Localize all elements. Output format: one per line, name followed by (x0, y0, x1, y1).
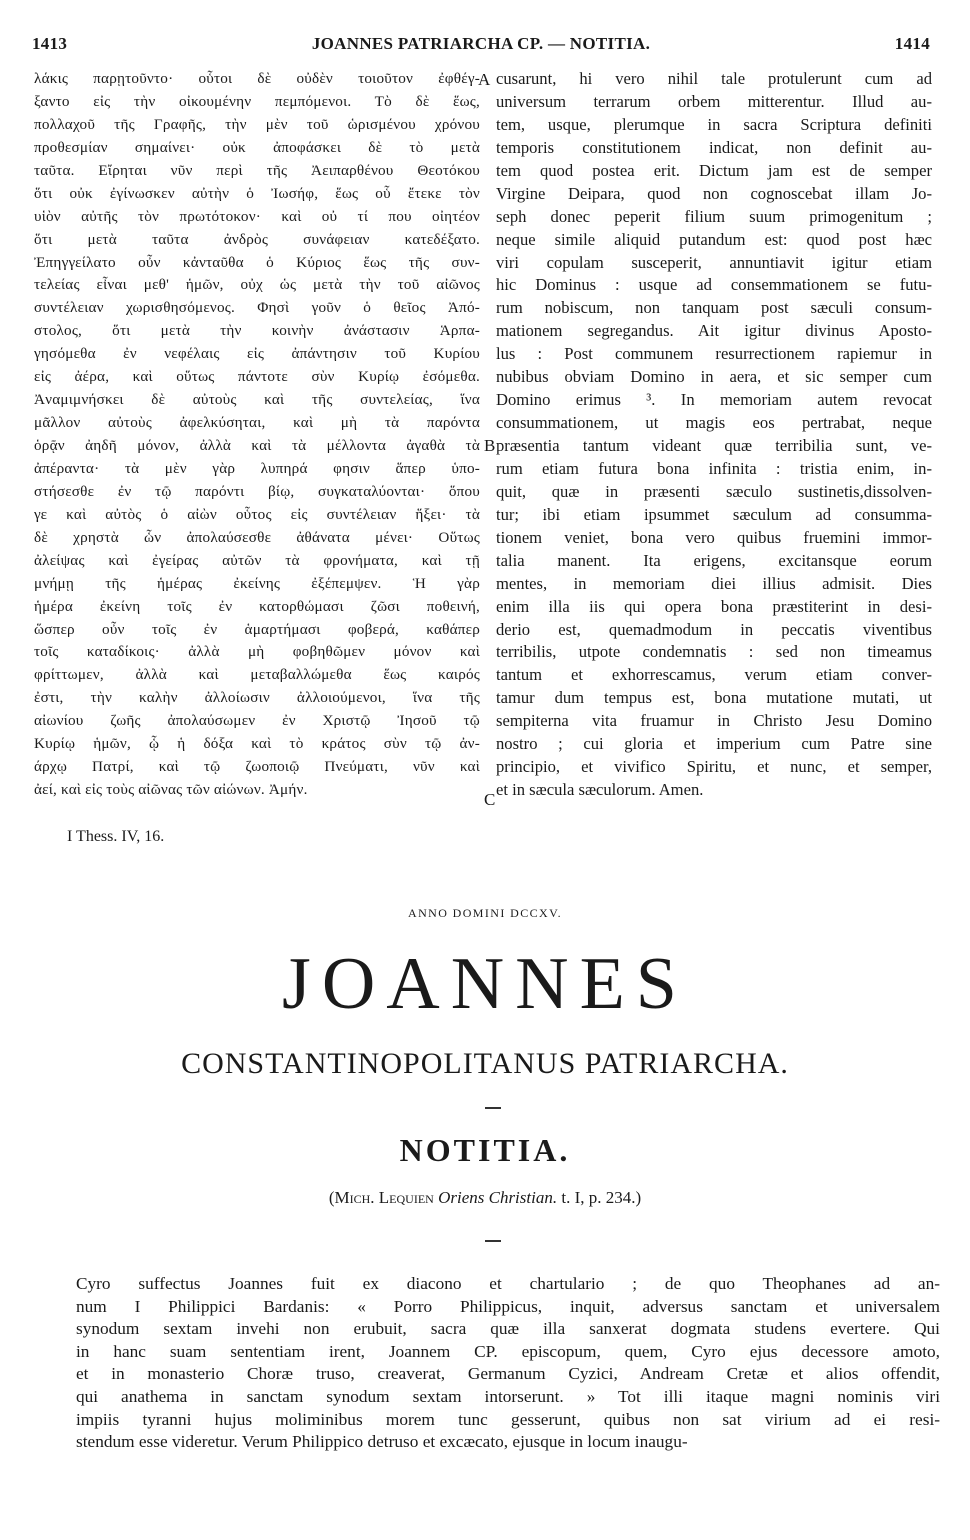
greek-text-line: τοῖς καταδίκοις· ἀλλὰ μὴ φοβηθῶμεν μόνον καὶ (34, 643, 480, 661)
margin-marker-b: B (484, 436, 496, 455)
latin-text-line: tantum et exhorrescamus, verum etiam conver- (496, 665, 932, 685)
greek-text-line: λάκις παρῃτοῦντο· οὗτοι δὲ οὐδὲν τοιοῦτον ἐφθέγ- (34, 70, 480, 87)
latin-text-line: lus : Post communem resurrectionem rapiemur in (496, 344, 932, 364)
latin-text-line: tionem veniet, bona vero quibus fruemini immor- (496, 527, 932, 547)
page-number-left: 1413 (32, 34, 68, 53)
greek-text-line: στήσεσθε ἐν τῷ παρόντι βίῳ, συγκαταλύονται· ὅπου (34, 482, 480, 500)
latin-text-line: nostro ; cui gloria et imperium cum Patre sine (496, 734, 932, 754)
greek-text-line: ἀπέραντα· τὰ μὲν γὰρ λυπηρά φησιν ἅπερ ὑπο- (34, 459, 480, 477)
source-citation (0, 1188, 970, 1208)
body-text-line: synodum sextam invehi non erubuit, sacra quæ illa sanxerat dogmata studens evertere. Qui (76, 1319, 940, 1339)
greek-text-line: φρίττωμεν, ἀλλὰ καὶ μεταβαλλώμεθα ἕως καιρός (34, 666, 480, 684)
body-text-line: in hanc suam sententiam irent, Joannem CP. episcopum, quem, Cyro ejus decessore amoto, (76, 1341, 940, 1361)
latin-text-line: tur; ibi etiam ipsummet sæculum ad consumma- (496, 504, 932, 524)
latin-column (496, 68, 932, 802)
greek-text-line: Κυρίῳ ἡμῶν, ᾧ ἡ δόξα καὶ τὸ κράτος σὺν τῷ ἀν- (34, 735, 480, 753)
greek-text-line: προθεσμίαν σημαίνει· οὐκ ἀποφάσκει δὲ τὸ μετὰ (34, 138, 480, 156)
greek-text-line: Ἀναμιμνήσκει δὲ αὐτοὺς καὶ τῆς συντελείας, ἵνα (34, 391, 480, 409)
source-open-paren: ( (328, 1188, 335, 1207)
latin-text-line: enim illa iis qui opera bona præstiterint in desi- (496, 596, 932, 616)
greek-text-line: Ἐπηγγείλατο οὖν κἀνταῦθα ὁ Κύριος ἕως τῆς συν- (34, 253, 480, 271)
latin-text-line: mationem segregandus. Ait igitur divinus Aposto- (496, 321, 932, 341)
greek-column (34, 68, 480, 802)
greek-text-line: ὅτι μετὰ ταῦτα ἀνδρὸς συνάφειαν κατεδέξατο. (34, 230, 480, 248)
body-text-line: stendum esse videretur. Verum Philippico detruso et excæcato, ejusque in locum inaugu- (76, 1432, 688, 1452)
source-rest: t. I, p. 234.) (557, 1188, 642, 1207)
latin-text-line: rum etiam futura bona infinita : tristia enim, in- (496, 458, 932, 478)
notitia-body (76, 1273, 940, 1454)
latin-text-line: principio, et vivifico Spiritu, et nunc, et semper, (496, 757, 932, 777)
section-subtitle: CONSTANTINOPOLITANUS PATRIARCHA. (181, 1047, 789, 1080)
latin-text-line: talia manent. Ita erigens, excitansque eorum (496, 550, 932, 570)
greek-text-line: υἱὸν αὐτῆς τὸν πρωτότοκον· καὶ οὐ τί που οἰητέον (34, 207, 480, 225)
greek-text-line: ξαντο εἰς τὴν οἰκουμένην πεμπόμενοι. Τὸ δὲ ἕως, (34, 92, 480, 110)
divider-rule (485, 1240, 501, 1242)
latin-text-line: nubibus obviam Domino in aera, et sic semper cum (496, 367, 932, 387)
source-author: Mich. Lequien (334, 1188, 434, 1207)
page-header (32, 34, 930, 60)
notitia-heading: NOTITIA. (399, 1132, 571, 1168)
latin-text-line: cusarunt, hi vero nihil tale protulerunt cum ad (496, 69, 932, 88)
greek-text-line: ἐστι, τὴν καλὴν ἀλλοίωσιν ἀλλοιούμενοι, ἵνα τῆς (34, 689, 480, 707)
greek-text-line: πολλαχοῦ τῆς Γραφῆς, τὴν μὲν τοῦ ὡρισμένου χρόνου (34, 115, 480, 133)
source-work: Oriens Christian. (438, 1188, 558, 1207)
greek-text-line: μᾶλλον αὐτοὺς ἀφελκύσηται, καὶ μὴ τὰ παρόντα (34, 414, 480, 432)
running-title: JOANNES PATRIARCHA CP. — NOTITIA. (311, 34, 651, 53)
greek-text-line: ἀλείψας καὶ ἐγείρας αὐτῶν τὰ φρονήματα, καὶ τῇ (34, 551, 480, 569)
greek-text-line: ὅτι οὐκ ἐγίνωσκεν αὐτὴν ὁ Ἰωσήφ, ἕως οὗ ἔτεκε τὸν (34, 184, 480, 202)
greek-text-line: εἰς ἀέρα, καὶ οὕτως πάντοτε σὺν Κυρίῳ ἐσόμεθα. (34, 368, 480, 386)
latin-text-line: universum terrarum orbem mitterentur. Illud au- (496, 91, 932, 111)
body-text-line: et in monasterio Choræ truso, creaverat, Germanum Cyzici, Andream Cretæ et alios offendit, (76, 1364, 940, 1384)
latin-text-line: rum nobiscum, non tanquam post sæculi consum- (496, 298, 932, 318)
latin-text-line: quit, quæ in præsenti sæculo sustinetis,dissolven- (496, 481, 932, 501)
latin-text-line: derio est, quemadmodum in peccatis viventibus (496, 619, 932, 639)
divider-rule (485, 1107, 501, 1109)
footnote: I Thess. IV, 16. (67, 828, 165, 845)
latin-text-line: viri copulam susceperit, annuntiavit igitur etiam (496, 252, 932, 272)
latin-text-line: seph donec peperit filium suum primogenitum ; (496, 206, 932, 226)
greek-text-line: ὁρᾷν ἀηδῆ μόνον, ἀλλὰ καὶ τὰ μέλλοντα ἀγαθὰ τὰ (34, 437, 480, 454)
latin-text-line: tem quod postea erit. Dictum jam est de semper (496, 160, 932, 180)
body-text-line: Cyro suffectus Joannes fuit ex diacono et chartulario ; de quo Theophanes ad an- (76, 1274, 940, 1293)
anno-domini: ANNO DOMINI DCCXV. (408, 906, 562, 920)
latin-text-line: et in sæcula sæculorum. Amen. (496, 780, 704, 800)
greek-text-line: στολος, ὅτι μετὰ τὴν κοινὴν ἀνάστασιν Ἁρπα- (34, 322, 480, 340)
greek-text-line: δὲ χρηστὰ ὧν ἀπολαύσεσθε ἀθάνατα μένει· Οὕτως (34, 528, 480, 546)
greek-text-line: ἡμέρα ἐκείνη τοῖς ἐν κατορθώμασι ζῶσι ποθεινή, (34, 597, 480, 615)
body-text-line: qui anathema in sanctam synodum sextam intorserunt. » Tot illi itaque magni nominis viri (76, 1386, 940, 1406)
page-number-right: 1414 (894, 34, 930, 53)
latin-text-line: consummationem, ut magis eos pertrabat, neque (496, 413, 932, 433)
latin-text-line: Virgine Deipara, quod non cognoscebat illam Jo- (496, 183, 932, 203)
greek-text-line: μνήμῃ τῆς ἡμέρας ἐκείνης ἐξέπεμψεν. Ἡ γὰρ (34, 574, 480, 592)
latin-text-line: Domino erimus ³. In memoriam autem revocat (496, 390, 932, 410)
section-title: JOANNES (282, 943, 688, 1025)
latin-text-line: tamur dum tempus est, bona mutatione mutati, ut (496, 688, 932, 708)
latin-text-line: mentes, in memoriam diei illius admisit. Dies (496, 573, 932, 593)
latin-text-line: neque simile aliquid putandum est: quod post hæc (496, 229, 932, 249)
greek-text-line: συντέλειαν χωρισθησόμενος. Φησὶ γοῦν ὁ θεῖος Ἀπό- (34, 299, 480, 317)
greek-text-line: αἰωνίου ζωῆς ἀπολαύσωμεν ἐν Χριστῷ Ἰησοῦ τῷ (34, 712, 480, 730)
latin-text-line: præsentia tantum videant quæ terribilia sunt, ve- (496, 436, 932, 455)
body-text-line: num I Philippici Bardanis: « Porro Philippicus, inquit, adversus sanctam et universalem (76, 1296, 940, 1316)
greek-text-line: τελείας εἶναι μεθ' ἡμῶν, οὐχ ὡς μετὰ τὴν τοῦ αἰῶνος (34, 276, 480, 294)
body-text-line: impiis tyranni hujus moliminibus morem tunc gesserunt, quibus non sat virium ad ei resi- (76, 1409, 940, 1429)
greek-text-line: άρχῳ Πατρί, καὶ τῷ ζωοποιῷ Πνεύματι, νῦν καὶ (34, 758, 480, 776)
latin-text-line: sempiterna vita fruamur in Christo Jesu Domino (496, 711, 932, 731)
greek-text-line: γησόμεθα ἐν νεφέλαις εἰς ἀπάντησιν τοῦ Κυρίου (34, 345, 480, 363)
greek-text-line: ἀεί, καὶ εἰς τοὺς αἰῶνας τῶν αἰώνων. Ἀμήν. (34, 781, 308, 799)
latin-text-line: hic Dominus : usque ad consemmationem se futu- (496, 275, 932, 295)
margin-marker-c: C (484, 790, 496, 809)
greek-text-line: ταῦτα. Εἴρηται νῦν περὶ τῆς Ἀειπαρθένου Θεοτόκου (34, 161, 480, 179)
latin-text-line: terribilis, utpote condemnatis : sed non timeamus (496, 642, 932, 662)
latin-text-line: tem, usque, plerumque in sacra Scriptura definiti (496, 114, 932, 134)
greek-text-line: γε καὶ αὐτὸς ὁ αἰὼν οὗτος εἰς συντέλειαν ἥξει· τὰ (34, 505, 480, 523)
margin-marker-a: A (478, 70, 491, 89)
latin-text-line: temporis constitutionem indicat, non definit au- (496, 137, 932, 157)
greek-text-line: ὥσπερ οὖν τοῖς ἐν ἁμαρτήμασι φοβερά, καθάπερ (34, 620, 480, 638)
